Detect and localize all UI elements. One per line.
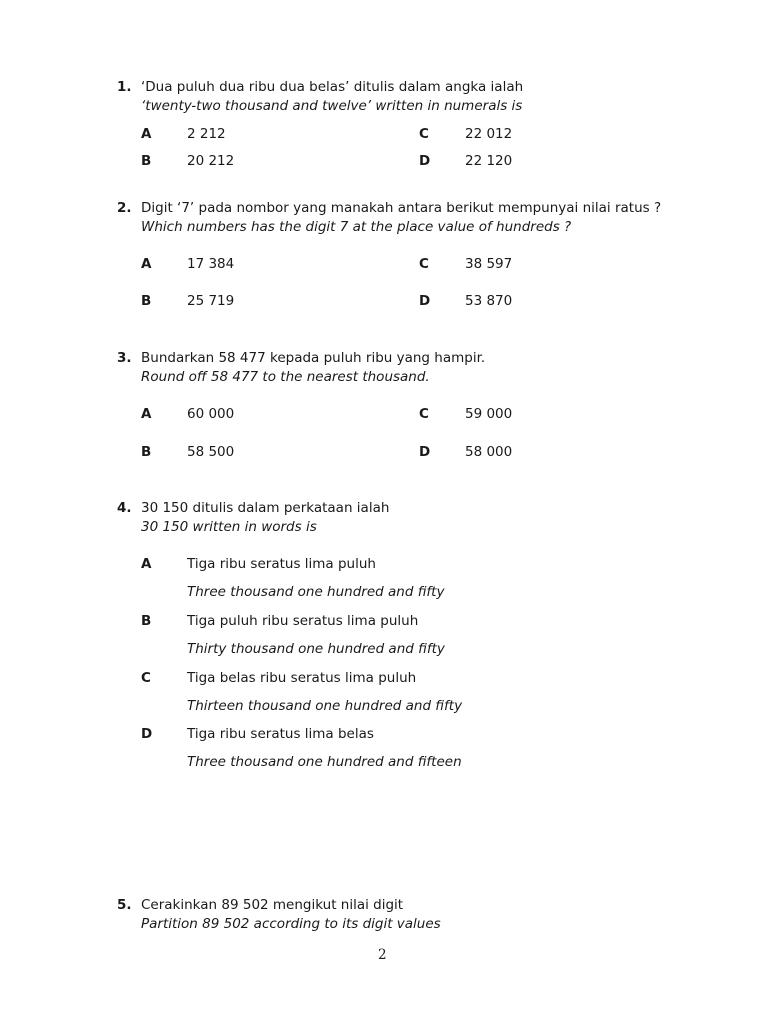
- question-text-malay: Cerakinkan 89 502 mengikut nilai digit: [141, 897, 404, 913]
- question-text-english: 30 150 written in words is: [141, 519, 317, 535]
- option-value: 60 000: [187, 406, 235, 422]
- option-label: B: [141, 293, 152, 309]
- option-label: C: [419, 256, 429, 272]
- option-value: 58 000: [465, 444, 513, 460]
- option-text-english: Three thousand one hundred and fifteen: [187, 754, 462, 770]
- option-label: D: [419, 444, 431, 460]
- page-number: 2: [378, 947, 387, 963]
- option-label: A: [141, 126, 152, 142]
- question-text-malay: ‘Dua puluh dua ribu dua belas’ ditulis dalam angka ialah: [141, 79, 524, 95]
- option-text-malay: Tiga belas ribu seratus lima puluh: [187, 670, 417, 686]
- question-text-english: Round off 58 477 to the nearest thousand.: [141, 369, 430, 385]
- option-label: A: [141, 406, 152, 422]
- option-label: C: [419, 406, 429, 422]
- option-label: D: [419, 293, 431, 309]
- option-value: 38 597: [465, 256, 513, 272]
- option-label: B: [141, 613, 152, 629]
- question-1-header: [117, 78, 677, 116]
- option-value: 59 000: [465, 406, 513, 422]
- question-text-malay: 30 150 ditulis dalam perkataan ialah: [141, 500, 390, 516]
- question-2: [117, 199, 677, 309]
- question-4: [117, 499, 677, 770]
- option-value: 58 500: [187, 444, 235, 460]
- question-number: 3.: [117, 350, 132, 366]
- option-text-english: Thirteen thousand one hundred and fifty: [187, 698, 463, 714]
- option-label: D: [419, 153, 431, 169]
- question-number: 4.: [117, 500, 132, 516]
- question-5-header: [117, 896, 677, 934]
- option-value: 53 870: [465, 293, 513, 309]
- option-text-english: Three thousand one hundred and fifty: [187, 584, 445, 600]
- option-text-english: Thirty thousand one hundred and fifty: [187, 641, 445, 657]
- question-number: 5.: [117, 897, 132, 913]
- question-3: [117, 349, 677, 460]
- question-number: 1.: [117, 79, 132, 95]
- question-3-header: [117, 349, 677, 387]
- option-value: 17 384: [187, 256, 235, 272]
- question-number: 2.: [117, 200, 132, 216]
- question-4-header: [117, 499, 677, 537]
- option-label: A: [141, 256, 152, 272]
- option-value: 25 719: [187, 293, 235, 309]
- question-5: [117, 896, 677, 934]
- option-label: C: [141, 670, 151, 686]
- question-text-malay: Digit ‘7’ pada nombor yang manakah antara berikut mempunyai nilai ratus ?: [141, 200, 662, 216]
- option-label: B: [141, 444, 152, 460]
- option-label: D: [141, 726, 153, 742]
- option-text-malay: Tiga ribu seratus lima puluh: [187, 556, 376, 572]
- option-label: B: [141, 153, 152, 169]
- question-1: [117, 78, 677, 169]
- option-value: 22 012: [465, 126, 513, 142]
- question-text-english: ‘twenty-two thousand and twelve’ written in numerals is: [141, 98, 523, 114]
- option-value: 22 120: [465, 153, 513, 169]
- question-text-english: Partition 89 502 according to its digit values: [141, 916, 441, 932]
- question-text-malay: Bundarkan 58 477 kepada puluh ribu yang hampir.: [141, 350, 486, 366]
- option-text-malay: Tiga puluh ribu seratus lima puluh: [187, 613, 419, 629]
- option-value: 2 212: [187, 126, 226, 142]
- question-text-english: Which numbers has the digit 7 at the place value of hundreds ?: [141, 219, 572, 235]
- option-text-malay: Tiga ribu seratus lima belas: [187, 726, 374, 742]
- option-label: A: [141, 556, 152, 572]
- option-value: 20 212: [187, 153, 235, 169]
- question-2-header: [117, 199, 677, 237]
- option-label: C: [419, 126, 429, 142]
